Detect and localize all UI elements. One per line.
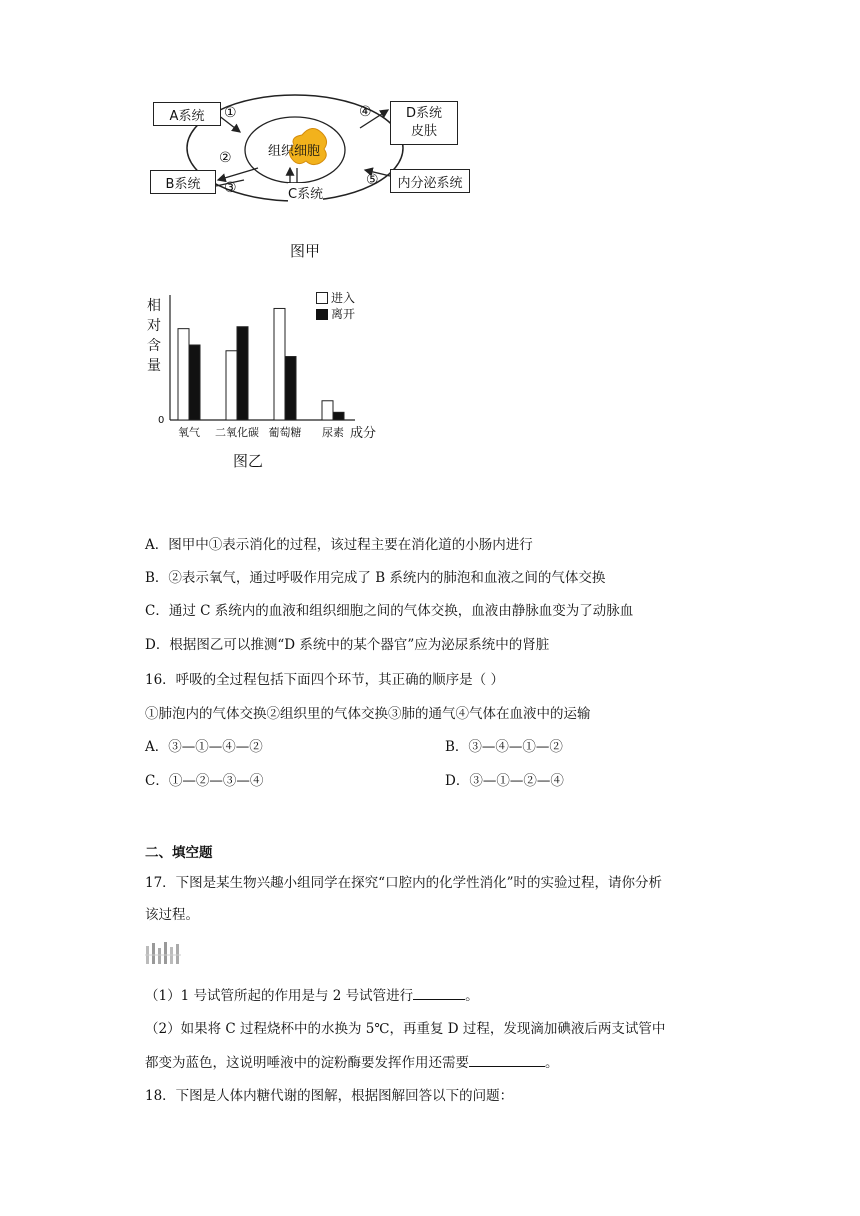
- q15-option-a: A．图甲中①表示消化的过程，该过程主要在消化道的小肠内进行: [145, 537, 533, 553]
- box-d-system: [390, 101, 458, 145]
- box-b-system: B系统: [150, 170, 216, 194]
- q16-option-c: C．①—②—③—④: [145, 773, 264, 789]
- x-axis-label: 成分: [350, 426, 377, 441]
- bar-in-1: [226, 351, 237, 420]
- q16-option-b: B．③—④—①—②: [445, 739, 563, 755]
- figure-a-caption: 图甲: [290, 242, 321, 260]
- x-tick-label-2: 葡萄糖: [268, 426, 302, 439]
- q17-stem-line1: 17．下图是某生物兴趣小组同学在探究“口腔内的化学性消化”时的实验过程，请你分析: [145, 875, 662, 891]
- q16-items: ①肺泡内的气体交换②组织里的气体交换③肺的通气④气体在血液中的运输: [145, 706, 591, 722]
- q18-stem: 18．下图是人体内糖代谢的图解，根据图解回答以下的问题：: [145, 1088, 514, 1104]
- c-system-label: C系统: [288, 183, 323, 202]
- q17-sub1-blank[interactable]: [413, 985, 465, 1000]
- q17-sub2-text: 都变为蓝色，这说明唾液中的淀粉酶要发挥作用还需要: [145, 1055, 469, 1071]
- y-axis-label: 相对含量: [147, 298, 161, 374]
- center-label: 组织细胞: [268, 144, 321, 159]
- box-d-line2: 皮肤: [410, 124, 437, 139]
- q17-sub2-line2: [145, 1052, 559, 1073]
- marker-1: ①: [224, 105, 237, 121]
- box-a-system: A系统: [153, 102, 221, 126]
- box-endocrine-system: 内分泌系统: [390, 169, 470, 193]
- legend: [316, 290, 355, 322]
- legend-label-in: 进入: [331, 291, 356, 305]
- x-tick-label-0: 氧气: [178, 426, 200, 439]
- bar-out-0: [189, 345, 200, 420]
- bar-in-3: [322, 401, 333, 420]
- q17-sub1-end: 。: [465, 988, 479, 1004]
- q16-option-a: A．③—①—④—②: [145, 739, 263, 755]
- bar-out-3: [333, 412, 344, 420]
- q15-option-c: C．通过 C 系统内的血液和组织细胞之间的气体交换，血液由静脉血变为了动脉血: [145, 603, 634, 619]
- legend-item-in: [316, 290, 355, 306]
- q15-option-d: D．根据图乙可以推测“D 系统中的某个器官”应为泌尿系统中的肾脏: [145, 637, 550, 653]
- figure-b-chart: [140, 290, 400, 440]
- box-d-line1: D系统: [405, 106, 442, 121]
- experiment-image-placeholder: [145, 940, 181, 966]
- q17-stem-line2: 该过程。: [145, 907, 199, 923]
- bar-in-2: [274, 308, 285, 420]
- figure-a: [140, 90, 480, 260]
- bar-in-0: [178, 329, 189, 420]
- legend-swatch-out: [316, 309, 328, 320]
- bar-out-1: [237, 327, 248, 420]
- origin-label: 0: [158, 415, 165, 426]
- legend-item-out: [316, 306, 355, 322]
- marker-4: ④: [359, 104, 372, 120]
- bar-out-2: [285, 357, 296, 420]
- q17-sub2-blank[interactable]: [469, 1052, 545, 1067]
- q15-option-b: B．②表示氧气，通过呼吸作用完成了 B 系统内的肺泡和血液之间的气体交换: [145, 570, 606, 586]
- q17-sub1-text: （1）1 号试管所起的作用是与 2 号试管进行: [145, 988, 414, 1004]
- legend-label-out: 离开: [331, 307, 356, 321]
- experiment-image: [145, 940, 181, 966]
- q17-sub2-line1: （2）如果将 C 过程烧杯中的水换为 5℃，再重复 D 过程，发现滴加碘液后两支试管中: [145, 1021, 666, 1037]
- q17-sub1: [145, 985, 479, 1006]
- q16-stem: 16．呼吸的全过程包括下面四个环节，其正确的顺序是（ ）: [145, 672, 504, 688]
- marker-5: ⑤: [366, 172, 379, 188]
- q16-option-d: D．③—①—②—④: [445, 773, 564, 789]
- q17-sub2-end: 。: [545, 1055, 559, 1071]
- figure-b-caption: 图乙: [233, 452, 264, 470]
- x-tick-label-1: 二氧化碳: [215, 426, 259, 439]
- marker-2: ②: [219, 150, 232, 166]
- x-tick-label-3: 尿素: [322, 426, 344, 439]
- legend-swatch-in: [316, 292, 328, 304]
- marker-3: ③: [224, 180, 237, 196]
- figure-b: [140, 290, 400, 475]
- section-title: 二、填空题: [145, 845, 213, 861]
